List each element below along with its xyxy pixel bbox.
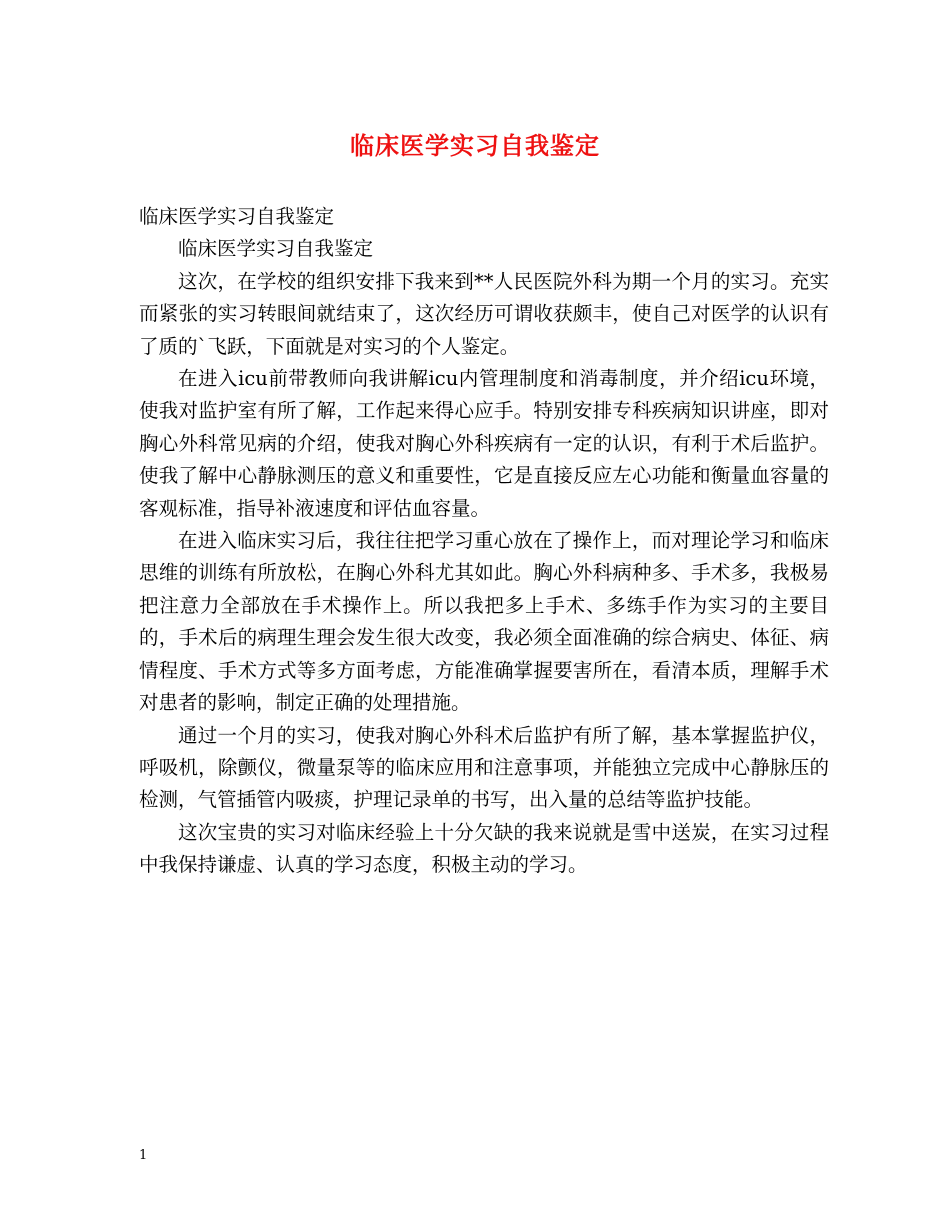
paragraph-skills: 通过一个月的实习，使我对胸心外科术后监护有所了解，基本掌握监护仪，呼吸机，除颤仪，微量泵等的临床应用和注意事项，并能独立完成中心静脉压的检测，气管插管内吸痰，护理记录单的书写，出入量的总结等监护技能。 xyxy=(139,723,829,812)
body-heading: 临床医学实习自我鉴定 xyxy=(139,205,335,228)
paragraph-clinical-practice: 在进入临床实习后，我往往把学习重心放在了操作上，而对理论学习和临床思维的训练有所放松，在胸心外科尤其如此。胸心外科病种多、手术多，我极易把注意力全部放在手术操作上。所以我把多上手术、多练手作为实习的主要目的，手术后的病理生理会发生很大改变，我必须全面准确的综合病史、体征、病情程度、手术方式等多方面考虑，方能准确掌握要害所在，看清本质，理解手术对患者的影响，制定正确的处理措施。 xyxy=(139,529,829,715)
document-title: 临床医学实习自我鉴定 xyxy=(350,131,600,160)
document-body xyxy=(139,201,829,882)
paragraph-intro: 这次，在学校的组织安排下我来到**人民医院外科为期一个月的实习。充实而紧张的实习转眼间就结束了，这次经历可谓收获颇丰，使自己对医学的认识有了质的`飞跃，下面就是对实习的个人鉴定。 xyxy=(139,269,829,358)
paragraph-conclusion: 这次宝贵的实习对临床经验上十分欠缺的我来说就是雪中送炭，在实习过程中我保持谦虚、认真的学习态度，积极主动的学习。 xyxy=(139,820,829,877)
page-number: 1 xyxy=(139,1148,148,1163)
body-subheading: 临床医学实习自我鉴定 xyxy=(178,237,374,261)
paragraph-icu: 在进入icu前带教师向我讲解icu内管理制度和消毒制度，并介绍icu环境，使我对监护室有所了解，工作起来得心应手。特别安排专科疾病知识讲座，即对胸心外科常见病的介绍，使我对胸心外科疾病有一定的认识，有利于术后监护。使我了解中心静脉测压的意义和重要性，它是直接反应左心功能和衡量血容量的客观标准，指导补液速度和评估血容量。 xyxy=(139,367,829,520)
